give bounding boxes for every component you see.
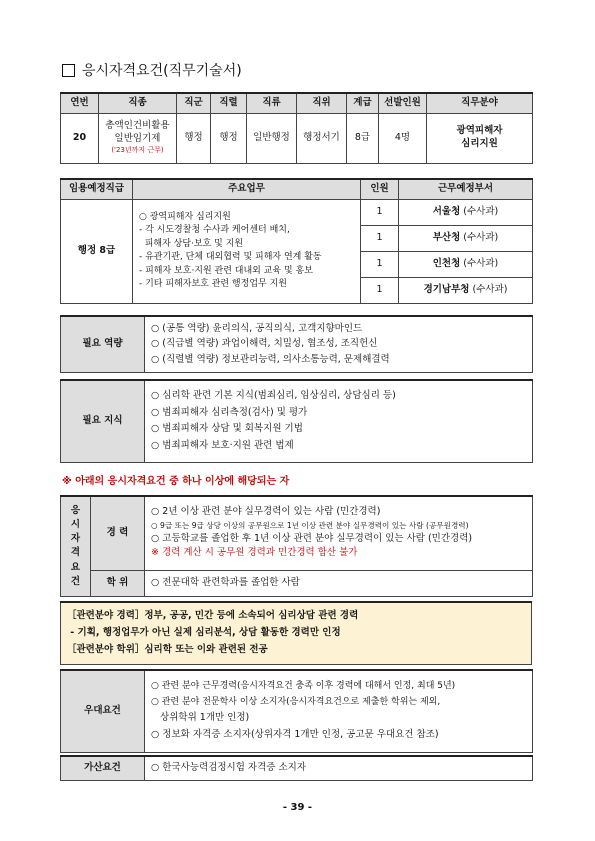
career-item: ○ 고등학교를 졸업한 후 1년 이상 관련 분야 실무경력이 있는 사람 (민간경력) <box>151 532 473 544</box>
dept-count: 1 <box>361 225 399 251</box>
duty-item: 피해자 상담·보호 및 지원 <box>139 238 244 249</box>
row-class: 일반행정 <box>247 113 297 163</box>
career-warning: ※ 경력 계산 시 공무원 경력과 민간경력 합산 불가 <box>151 547 358 559</box>
dept-count: 1 <box>361 251 399 277</box>
preference-item: ○ 관련 분야 근무경력(응시자격요건 충족 이후 경력에 대해서 인정, 최대 5년) <box>151 680 456 691</box>
row-type-note: ('23년까지 근무) <box>111 146 164 155</box>
duty-table <box>60 178 533 304</box>
qualification-label-char: 응 <box>70 504 81 516</box>
bonus-label: 가산요건 <box>61 756 145 780</box>
dept-seoul <box>399 199 533 225</box>
section-title-text: 응시자격요건(직무기술서) <box>82 63 242 79</box>
career-item: ○ 9급 또는 9급 상당 이상의 공무원으로 1년 이상 관련 분야 실무경력이 있는 사람 (공무원경력) <box>151 521 469 530</box>
related-item: ［관련분야 경력］정부, 공공, 민간 등에 소속되어 심리상담 관련 경력 <box>67 610 359 622</box>
career-list <box>145 496 533 570</box>
duty-item: - 각 시도경찰청 수사과 케어센터 배치, <box>139 225 290 235</box>
duty-grade: 행정 8급 <box>61 199 133 303</box>
position-table <box>60 92 533 164</box>
header-no: 연번 <box>61 93 99 113</box>
dept-name: 부산청 <box>432 231 461 243</box>
competency-item: ○ (공통 역량) 윤리의식, 공직의식, 고객지향마인드 <box>151 322 363 334</box>
preference-item: ○ 관련 분야 전문학사 이상 소지자(응시자격요건으로 제출한 학위는 제외, <box>151 696 441 707</box>
qualification-table <box>60 495 533 597</box>
preference-table <box>60 669 533 753</box>
preference-item: 상위학위 1개만 인정) <box>151 712 250 724</box>
duty-item: - 유관기관, 단체 대외협력 및 피해자 연계 활동 <box>139 252 322 262</box>
dept-name: 인천청 <box>432 257 461 269</box>
knowledge-item: ○ 심리학 관련 기본 지식(범죄심리, 임상심리, 상담심리 등) <box>151 390 396 401</box>
degree-item: ○ 전문대학 관련학과를 졸업한 사람 <box>145 570 533 596</box>
duty-header-grade: 임용예정직급 <box>61 179 133 199</box>
related-item: ［관련분야 학위］심리학 또는 이와 관련된 전공 <box>67 643 268 655</box>
knowledge-item: ○ 범죄피해자 보호·지원 관련 법제 <box>151 439 294 451</box>
preference-label: 우대요건 <box>61 670 145 752</box>
related-list <box>61 602 532 664</box>
dept-unit: (수사과) <box>463 231 499 243</box>
competency-table <box>60 315 533 373</box>
duty-header-count: 인원 <box>361 179 399 199</box>
dept-name: 서울청 <box>432 205 461 217</box>
competency-item: ○ (직급별 역량) 과업이해력, 치밀성, 협조성, 조직헌신 <box>151 338 378 350</box>
page-number: - 39 - <box>282 802 313 813</box>
dept-busan <box>399 225 533 251</box>
dept-unit: (수사과) <box>463 257 499 269</box>
knowledge-item: ○ 범죄피해자 상담 및 회복지원 기법 <box>151 423 303 435</box>
row-grade: 8급 <box>347 113 379 163</box>
row-group: 행정 <box>177 113 211 163</box>
row-field-line2: 심리지원 <box>461 138 498 149</box>
header-class: 직류 <box>247 93 297 113</box>
related-item: - 기획, 행정업무가 아닌 실제 심리분석, 상담 활동한 경력만 인정 <box>67 626 341 638</box>
degree-label: 학 위 <box>91 570 145 596</box>
row-field-line1: 광역피해자 <box>456 125 503 137</box>
competency-list <box>145 316 533 372</box>
knowledge-item: ○ 범죄피해자 심리측정(검사) 및 평가 <box>151 406 308 418</box>
bonus-item: ○ 한국사능력검정시험 자격증 소지자 <box>145 756 533 780</box>
duty-header-duties: 주요업무 <box>133 179 361 199</box>
competency-label: 필요 역량 <box>61 316 145 372</box>
row-type <box>99 113 177 163</box>
duty-header-dept: 근무예정부서 <box>399 179 533 199</box>
row-series: 행정 <box>211 113 247 163</box>
duty-item: - 피해자 보호·지원 관련 대내외 교육 및 홍보 <box>139 265 313 276</box>
qualification-label <box>61 496 91 596</box>
knowledge-label: 필요 지식 <box>61 380 145 462</box>
row-field <box>427 113 533 163</box>
knowledge-table <box>60 379 533 463</box>
knowledge-list <box>145 380 533 462</box>
duty-item: - 기타 피해자보호 관련 행정업무 지원 <box>139 279 287 289</box>
related-box <box>60 601 532 665</box>
header-type: 직종 <box>99 93 177 113</box>
checkbox-square-icon <box>62 64 75 77</box>
dept-count: 1 <box>361 277 399 303</box>
competency-item: ○ (직렬별 역량) 정보관리능력, 의사소통능력, 문제해결력 <box>151 354 390 366</box>
dept-name: 경기남부청 <box>423 283 470 295</box>
row-type-line1: 총액인건비활용 <box>105 120 170 132</box>
qualification-label-char: 격 <box>70 547 81 559</box>
header-count: 선발인원 <box>379 93 427 113</box>
qualification-label-char: 건 <box>70 575 81 587</box>
row-position: 행정서기 <box>297 113 347 163</box>
qualification-label-char: 자 <box>70 533 81 544</box>
duty-list <box>133 199 361 303</box>
header-series: 직렬 <box>211 93 247 113</box>
preference-item: ○ 정보화 자격증 소지자(상위자격 1개만 인정, 공고문 우대요건 참조) <box>151 729 439 740</box>
row-no: 20 <box>61 113 99 163</box>
row-type-line2: 일반임기제 <box>114 133 161 145</box>
header-grade: 계급 <box>347 93 379 113</box>
bonus-table <box>60 755 533 781</box>
section-title <box>62 60 242 80</box>
dept-unit: (수사과) <box>472 283 508 295</box>
qualification-label-char: 요 <box>70 561 81 573</box>
header-group: 직군 <box>177 93 211 113</box>
dept-count: 1 <box>361 199 399 225</box>
header-position: 직위 <box>297 93 347 113</box>
qualification-label-char: 시 <box>70 518 81 530</box>
duty-item: ○ 광역피해자 심리지원 <box>139 211 231 222</box>
dept-unit: (수사과) <box>463 205 499 217</box>
career-item: ○ 2년 이상 관련 분야 실무경력이 있는 사람 (민간경력) <box>151 506 381 518</box>
dept-gyeonggi <box>399 277 533 303</box>
header-field: 직무분야 <box>427 93 533 113</box>
preference-list <box>145 670 533 752</box>
qualification-note: ※ 아래의 응시자격요건 중 하나 이상에 해당되는 자 <box>62 476 290 487</box>
row-count: 4명 <box>379 113 427 163</box>
career-label: 경 력 <box>91 496 145 570</box>
dept-incheon <box>399 251 533 277</box>
